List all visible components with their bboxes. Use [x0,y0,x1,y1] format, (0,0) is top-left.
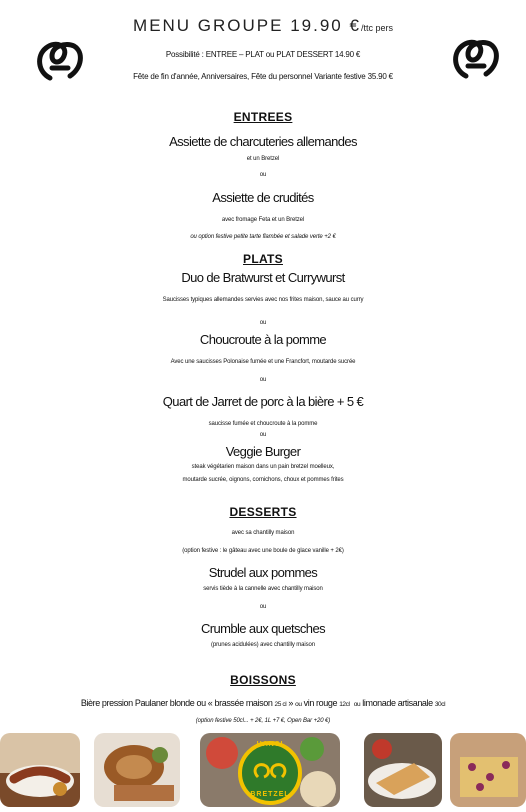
occasions-line: Fête de fin d'année, Anniversaires, Fête du personnel Variante festive 35.90 € [133,72,393,81]
drinks-or-1: ou [295,701,302,708]
plats-heading: PLATS [243,252,283,266]
dessert-line-1: avec sa chantilly maison [231,530,295,536]
drinks-or-2: ou [353,701,361,708]
plat-dish-2-desc: Avec une saucisses Polonaise fumée et une Francfort, moutarde sucrée [170,359,356,365]
entree-dish-1-desc: et un Bretzel [246,156,280,162]
plat-or-3: ou [259,432,267,438]
logo-text-bottom: BRETZEL [250,791,290,798]
food-photo-crumble [450,733,526,807]
entree-dish-2-desc: avec fromage Feta et un Bretzel [221,217,305,223]
desserts-heading: DESSERTS [229,505,297,519]
wine-text: vin rouge [303,698,338,708]
plat-dish-3: Quart de Jarret de porc à la bière + 5 € [162,394,364,409]
food-photo-sausages [0,733,80,807]
plat-or-1: ou [259,320,267,326]
lemonade-size: 30cl [434,701,446,708]
plat-dish-4: Veggie Burger [225,444,301,459]
plat-dish-1: Duo de Bratwurst et Currywurst [181,270,345,285]
plat-or-2: ou [259,377,267,383]
plat-dish-1-desc: Saucisses typiques allemandes servies avec nos frites maison, sauce au curry [162,297,364,303]
dessert-dish-1-desc: servis tiède à la cannelle avec chantilly maison [203,586,323,592]
dessert-or: ou [259,604,267,610]
entrees-heading: ENTREES [233,110,293,124]
beer-end: » [286,698,293,708]
drinks-festive-option: (option festive 50cl... + 2€, 1L +7 €, Open Bar +20 €) [195,718,331,724]
menu-title-unit: /ttc pers [360,23,393,33]
plat-dish-3-desc: saucisse fumée et choucroute à la pomme [208,421,318,427]
dessert-dish-1: Strudel aux pommes [208,565,318,580]
boissons-heading: BOISSONS [230,673,296,687]
beer-size: 25 cl [274,701,287,708]
food-photo-logo-plate [200,733,340,807]
entree-festive-option: ou option festive petite tarte flambée et salade verte +2 € [190,234,336,240]
menu-title-text: MENU GROUPE 19.90 € [133,16,361,35]
food-photo-pretzel [94,733,180,807]
logo-text-top: HANSI [256,741,284,748]
entree-dish-2: Assiette de crudités [212,190,314,205]
possibilities-line: Possibilité : ENTREE – PLAT ou PLAT DESSERT 14.90 € [165,50,361,59]
plat-dish-4-desc-1: steak végétarien maison dans un pain bretzel moelleux, [191,464,335,470]
lemonade-text: limonade artisanale [362,698,433,708]
drinks-line [0,698,526,708]
plat-dish-4-desc-2: moutarde sucrée, oignons, cornichons, choux et pommes frites [182,477,344,483]
entree-or: ou [259,172,267,178]
food-photo-strudel [364,733,442,807]
dessert-dish-2: Crumble aux quetsches [201,621,325,636]
menu-title [0,16,526,36]
dessert-dish-2-desc: (prunes acidulées) avec chantilly maison [210,642,316,648]
wine-size: 12cl [339,701,350,708]
entree-dish-1: Assiette de charcuteries allemandes [169,134,357,149]
dessert-festive-option: (option festive : le gâteau avec une boule de glace vanille + 2€) [182,548,344,554]
plat-dish-2: Choucroute à la pomme [199,332,327,347]
beer-text: Bière pression Paulaner blonde ou « brassée maison [80,698,275,708]
